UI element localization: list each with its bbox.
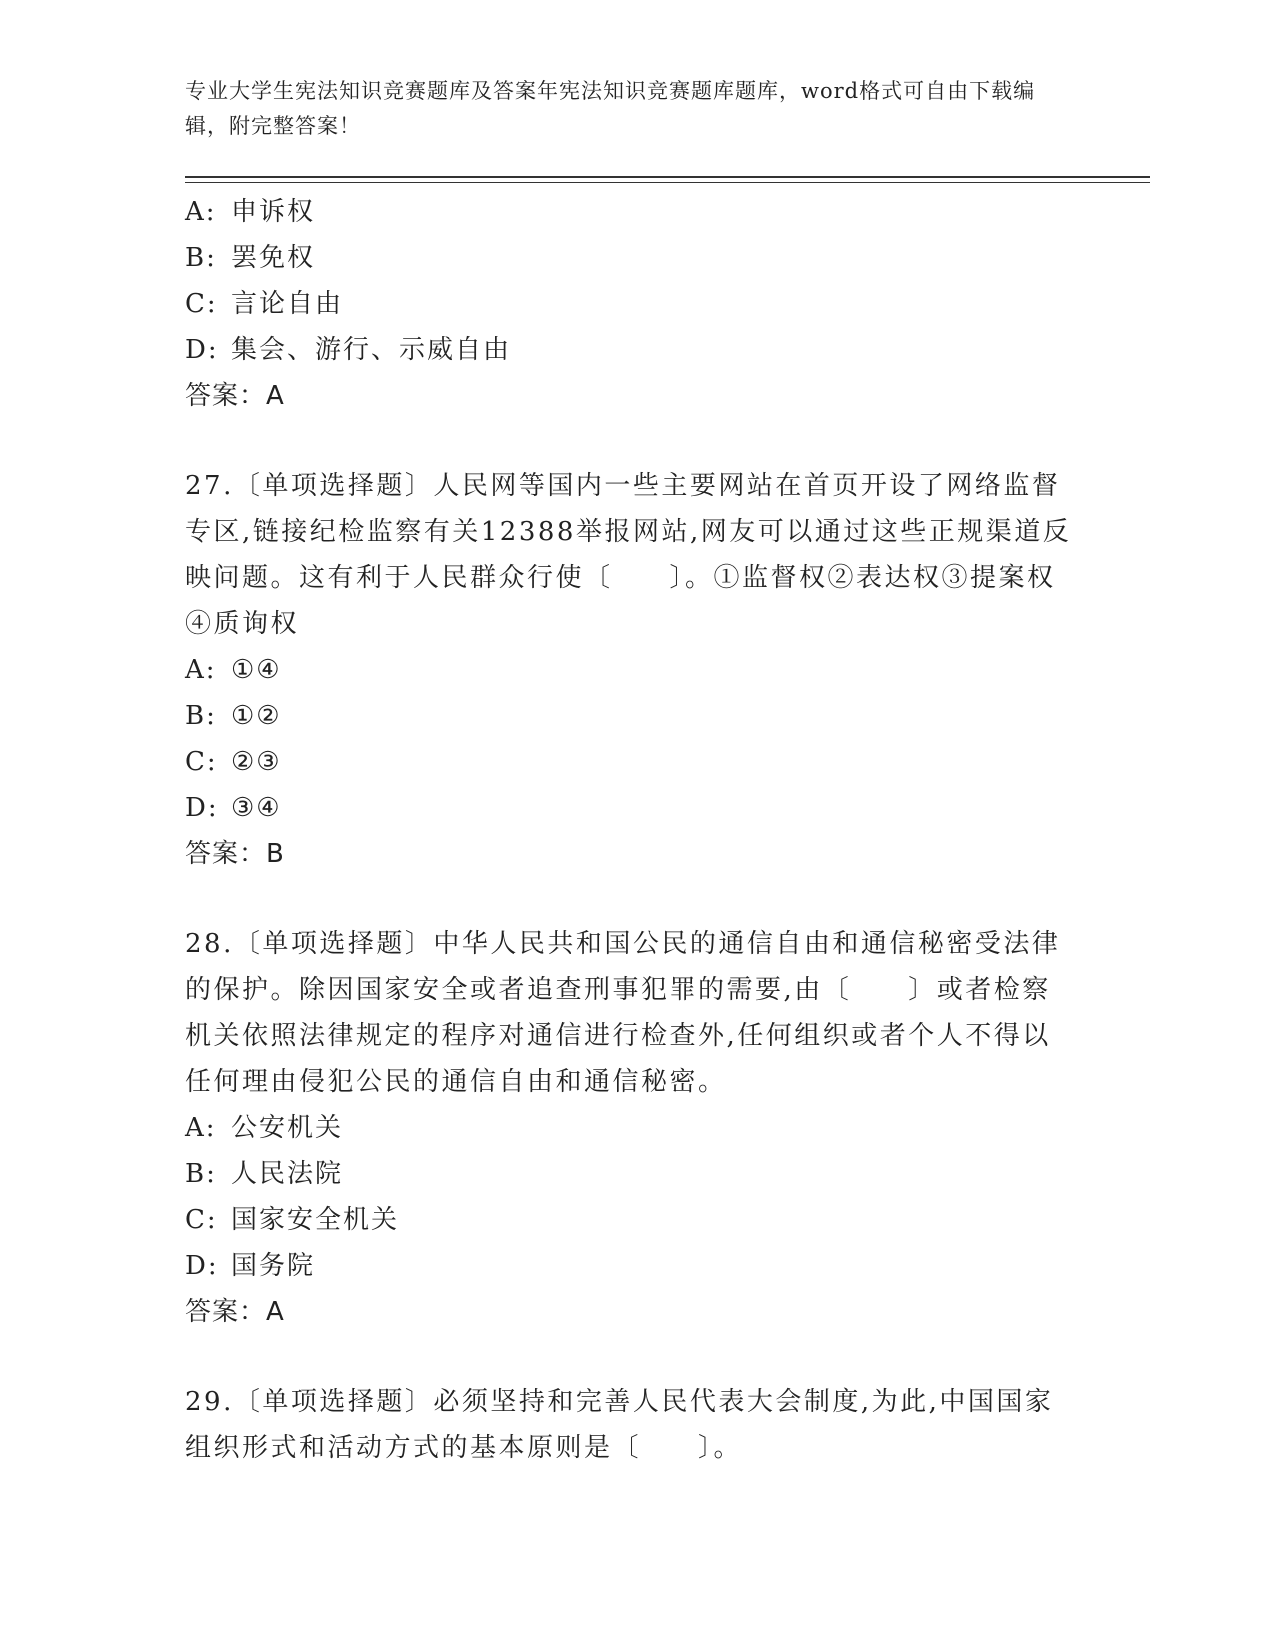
option-b: B: 人民法院 <box>185 1159 344 1189</box>
answer-line: 答案：A <box>185 1297 285 1327</box>
option-a: A: 申诉权 <box>185 197 316 227</box>
answer-line: 答案：A <box>185 381 285 411</box>
question-block-27 <box>185 463 1085 877</box>
option-c: C: 国家安全机关 <box>185 1205 400 1235</box>
option-c: C: 言论自由 <box>185 289 344 319</box>
question-block-29 <box>185 1379 1085 1471</box>
option-b: B: 罢免权 <box>185 243 316 273</box>
document-header: 专业大学生宪法知识竞赛题库及答案年宪法知识竞赛题库题库，word格式可自由下载编辑，附完整答案！ <box>185 79 1036 138</box>
option-d: D: 国务院 <box>185 1251 316 1281</box>
option-a: A: 公安机关 <box>185 1113 344 1143</box>
header-divider <box>185 176 1150 183</box>
question-block-28 <box>185 921 1085 1335</box>
answer-line: 答案：B <box>185 839 285 869</box>
option-a: A: ①④ <box>185 655 282 685</box>
option-d: D: 集会、游行、示威自由 <box>185 335 512 365</box>
question-text: 28.〔单项选择题〕中华人民共和国公民的通信自由和通信秘密受法律的保护。除因国家安全或者追查刑事犯罪的需要,由〔 〕或者检察机关依照法律规定的程序对通信进行检查外,任何组织或者个人不得以任何理由侵犯公民的通信自由和通信秘密。 <box>185 929 1061 1097</box>
option-d: D: ③④ <box>185 793 282 823</box>
question-text: 29.〔单项选择题〕必须坚持和完善人民代表大会制度,为此,中国国家组织形式和活动方式的基本原则是〔 〕。 <box>185 1387 1054 1463</box>
option-b: B: ①② <box>185 701 282 731</box>
option-c: C: ②③ <box>185 747 282 777</box>
question-block-26 <box>185 189 1085 419</box>
question-content <box>185 189 1085 1471</box>
question-text: 27.〔单项选择题〕人民网等国内一些主要网站在首页开设了网络监督专区,链接纪检监察有关12388举报网站,网友可以通过这些正规渠道反映问题。这有利于人民群众行使〔 〕。①监督权②表达权③提案权④质询权 <box>185 471 1072 639</box>
